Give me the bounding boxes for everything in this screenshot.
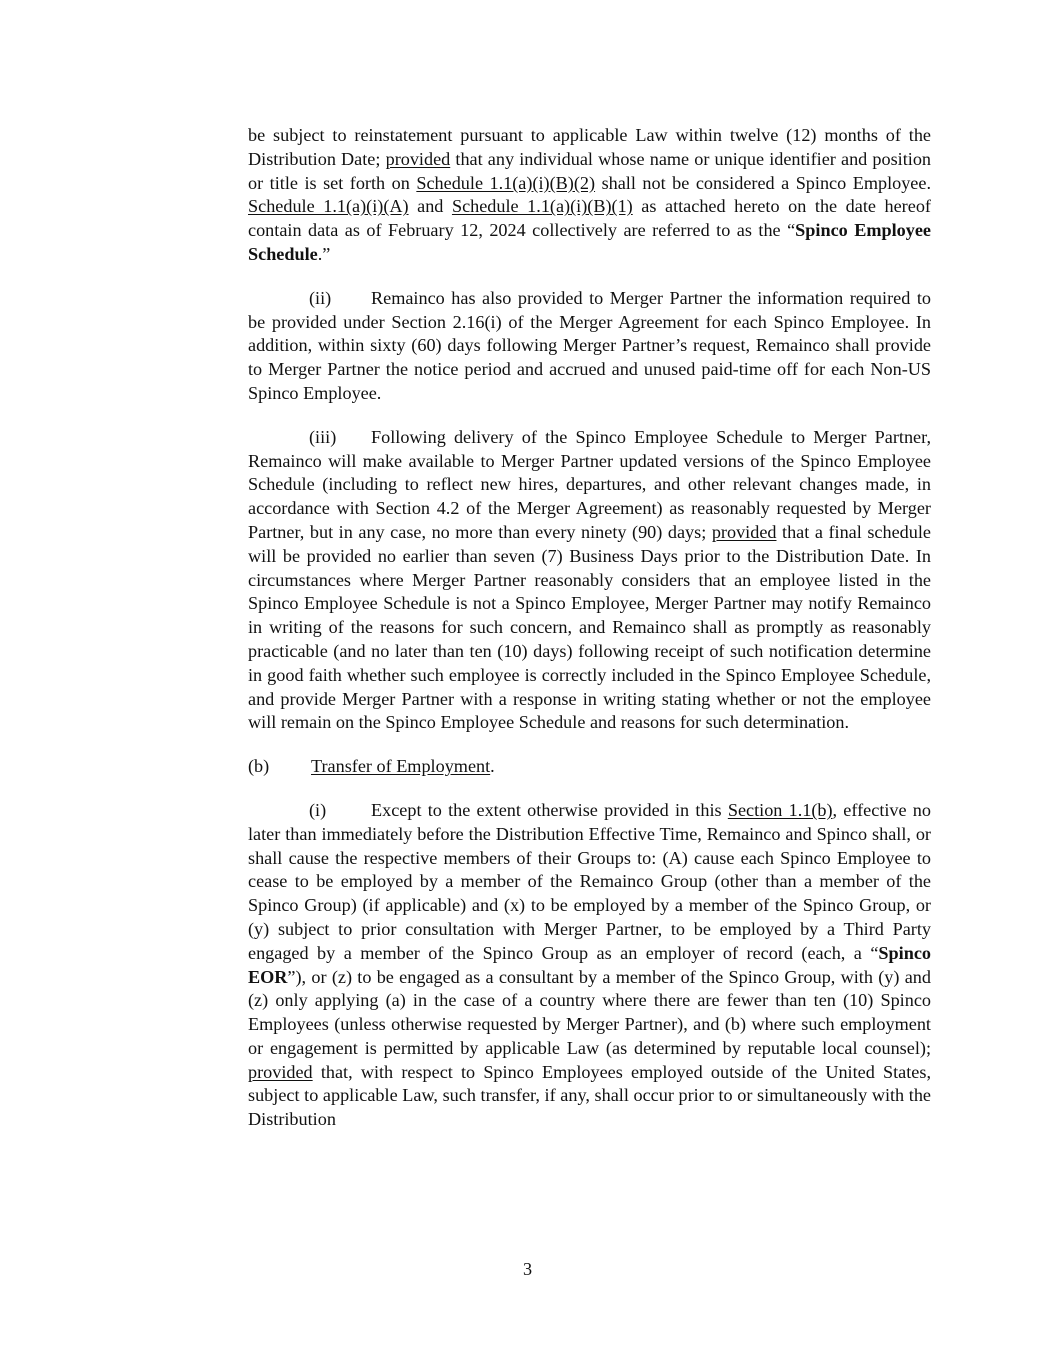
schedule-reference: Schedule 1.1(a)(i)(A)	[248, 196, 409, 217]
text-run: as attached hereto on the date hereof contain data as of February 12, 2024 collectively are referred to as the “	[248, 196, 931, 241]
provided-underlined: provided	[385, 148, 451, 169]
paragraph-text: Remainco has also provided to Merger Partner the information required to be provided under Section 2.16(i) of the Merger Agreement for each Spinco Employee. In addition, within sixty (60) days following Merger Partner’s request, Remainco shall provide to Merger Partner the notice period and accrued and unused paid-time off for each Non-US Spinco Employee.	[248, 287, 931, 403]
text-run: ”), or (z) to be engaged as a consultant by a member of the Spinco Group, with (y) and (z) only applying (a) in the case of a country where there are fewer than ten (10) Spinco Employees (unless otherwise requested by Merger Partner), and (b) where such employment or engagement is permitted by applicable Law (as determined by reputable local counsel);	[248, 966, 931, 1058]
paragraph-ii	[248, 287, 931, 406]
text-run: that, with respect to Spinco Employees employed outside of the United States, subject to applicable Law, such transfer, if any, shall occur prior to or simultaneously with the Distribution	[248, 1061, 931, 1130]
text-run: Following delivery of the Spinco Employee Schedule to Merger Partner, Remainco will make available to Merger Partner updated versions of the Spinco Employee Schedule (including to reflect new hires, departures, and other relevant changes made, in accordance with Section 4.2 of the Merger Agreement) as reasonably requested by Merger Partner, but in any case, no more than every ninety (90) days;	[248, 426, 931, 542]
text-run: shall not be considered a Spinco Employee.	[595, 172, 931, 193]
text-run: .	[490, 756, 495, 777]
document-page	[248, 124, 931, 1132]
section-reference: Section 1.1(b)	[727, 799, 833, 820]
text-run: be subject to reinstatement pursuant to applicable Law within twelve (12) months of the Distribution Date;	[248, 125, 931, 169]
section-heading-b	[248, 755, 931, 779]
clause-number: (i)	[309, 799, 327, 820]
clause-number: (ii)	[309, 287, 332, 308]
page-number: 3	[522, 1259, 533, 1279]
text-run: that a final schedule will be provided no earlier than seven (7) Business Days prior to the Distribution Date. In circumstances where Merger Partner reasonably considers that an employee listed in the Spinco Employee Schedule is not a Spinco Employee, Merger Partner may notify Remainco in writing of the reasons for such concern, and Remainco shall as promptly as reasonably practicable (and no later than ten (10) days) following receipt of such notification determine in good faith whether such employee is correctly included in the Spinco Employee Schedule, and provide Merger Partner with a response in writing stating whether or not the employee will remain on the Spinco Employee Schedule and reasons for such determination.	[248, 521, 931, 733]
clause-number: (iii)	[309, 426, 337, 447]
defined-term: Spinco EOR	[248, 942, 931, 987]
provided-underlined: provided	[711, 521, 777, 542]
text-run: that any individual whose name or unique identifier and position or title is set forth on	[248, 148, 932, 193]
section-number: (b)	[248, 756, 270, 777]
schedule-reference: Schedule 1.1(a)(i)(B)(2)	[416, 172, 596, 193]
schedule-reference: Schedule 1.1(a)(i)(B)(1)	[451, 196, 633, 217]
text-run: .”	[317, 243, 331, 264]
section-title: Transfer of Employment	[311, 756, 491, 777]
text-run: , effective no later than immediately before the Distribution Effective Time, Remainco and Spinco shall, or shall cause the respective members of their Groups to: (A) cause each Spinco Employee to cease to be employed by a member of the Remainco Group (other than a member of the Spinco Group) (if applicable) and (x) to be employed by a member of the Spinco Group, or (y) subject to prior consultation with Merger Partner, to be employed by a Third Party engaged by a member of the Spinco Group as an employer of record (each, a “	[248, 799, 931, 963]
text-run: Except to the extent otherwise provided in this	[371, 799, 728, 820]
defined-term: Spinco Employee Schedule	[248, 220, 931, 264]
text-run: and	[408, 196, 452, 217]
paragraph-iii	[248, 426, 931, 735]
paragraph-b-i	[248, 799, 931, 1132]
paragraph-a-continuation	[248, 124, 931, 267]
provided-underlined: provided	[248, 1061, 313, 1082]
